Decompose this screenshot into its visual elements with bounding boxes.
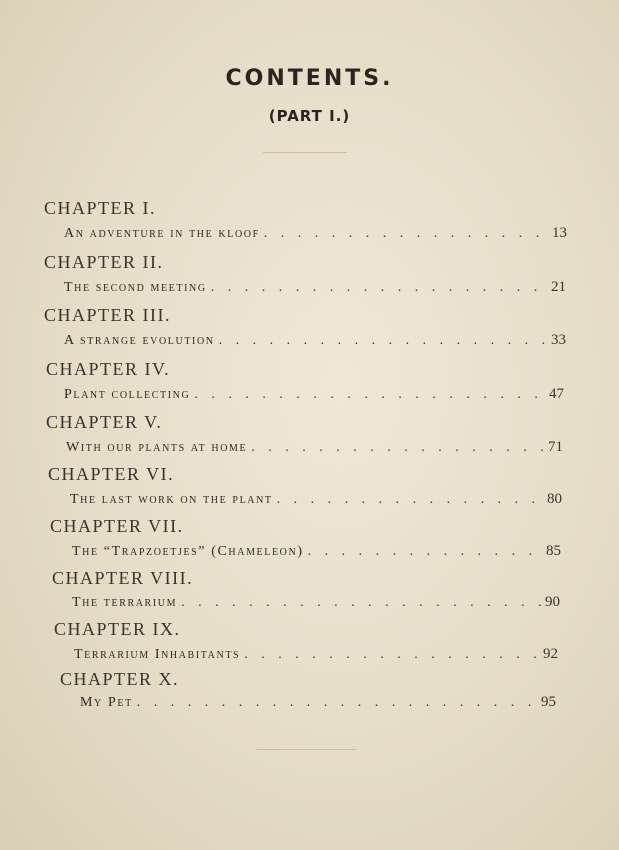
dot-leader <box>215 333 547 349</box>
entry-title: The terrarium <box>72 595 178 610</box>
entry-title: An adventure in the kloof <box>64 226 260 241</box>
dot-leader <box>260 226 548 242</box>
chapter-label: CHAPTER III. <box>44 305 171 325</box>
dot-leader <box>247 440 544 456</box>
chapter-label: CHAPTER IV. <box>46 359 171 379</box>
toc-entry <box>64 279 566 296</box>
dot-leader <box>190 387 545 403</box>
top-divider <box>263 152 347 153</box>
dot-leader <box>133 695 537 711</box>
toc-entry <box>66 439 563 456</box>
page-number: 92 <box>543 646 558 662</box>
toc-entry <box>64 225 567 242</box>
dot-leader <box>273 492 543 508</box>
chapter-label: CHAPTER IX. <box>54 619 181 639</box>
page-number: 33 <box>551 332 566 348</box>
toc-entry <box>64 386 564 403</box>
dot-leader <box>240 647 539 663</box>
dot-leader <box>304 544 542 560</box>
chapter-label: CHAPTER VII. <box>50 516 184 536</box>
entry-title: With our plants at home <box>66 440 248 455</box>
page-number: 21 <box>551 279 566 295</box>
entry-title: The last work on the plant <box>70 492 273 507</box>
entry-title: A strange evolution <box>64 333 215 348</box>
page-number: 85 <box>546 543 561 559</box>
part-subheading: (PART I.) <box>268 107 351 125</box>
toc-entry <box>74 646 558 663</box>
chapter-label: CHAPTER II. <box>44 252 164 272</box>
toc-entry <box>80 694 556 711</box>
entry-title: Plant collecting <box>64 387 191 402</box>
chapter-label: CHAPTER I. <box>44 198 157 218</box>
contents-heading: CONTENTS. <box>225 66 394 91</box>
chapter-label: CHAPTER VI. <box>48 464 175 484</box>
entry-title: Terrarium Inhabitants <box>74 647 241 662</box>
page-number: 80 <box>547 491 562 507</box>
page-number: 90 <box>545 594 560 610</box>
entry-title: The second meeting <box>64 280 207 295</box>
toc-entry <box>72 543 561 560</box>
entry-title: The “Trapzoetjes” (Chameleon) <box>72 544 304 559</box>
bottom-divider <box>256 749 356 750</box>
page-number: 13 <box>552 225 567 241</box>
dot-leader <box>177 595 541 611</box>
toc-entry <box>64 332 566 349</box>
page-number: 71 <box>548 439 563 455</box>
page-number: 95 <box>541 694 556 710</box>
chapter-label: CHAPTER VIII. <box>52 568 194 588</box>
toc-entry <box>70 491 562 508</box>
toc-entry <box>72 594 560 611</box>
dot-leader <box>207 280 547 296</box>
chapter-label: CHAPTER V. <box>46 412 163 432</box>
page-number: 47 <box>549 386 564 402</box>
entry-title: My Pet <box>80 695 133 710</box>
chapter-label: CHAPTER X. <box>60 669 180 689</box>
